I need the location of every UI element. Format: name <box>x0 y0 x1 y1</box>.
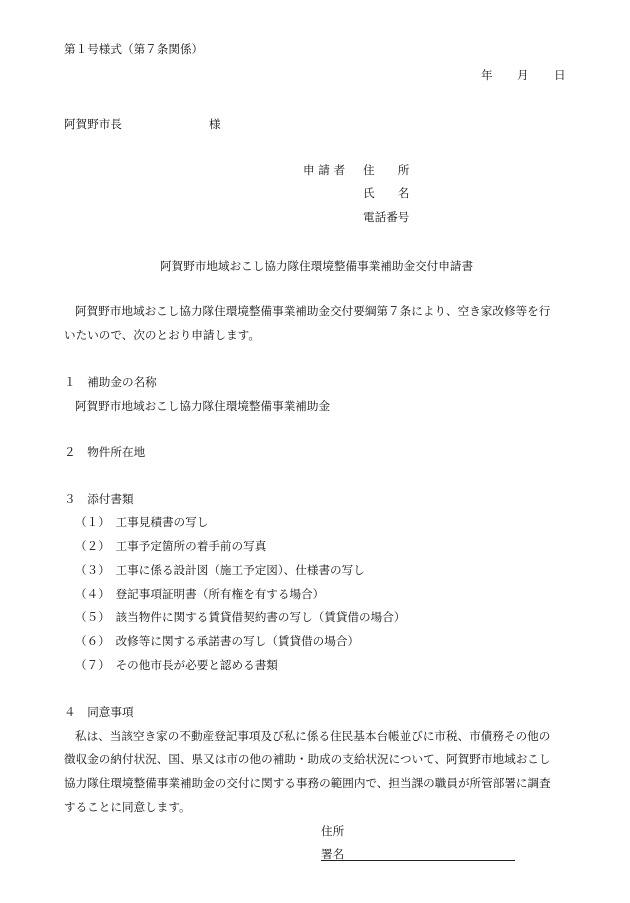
attachment-item-4: （４） 登記事項証明書（所有権を有する場合） <box>75 587 325 601</box>
applicant-address-label: 住 所 <box>363 163 410 177</box>
section-1-value: 阿賀野市地域おこし協力隊住環境整備事業補助金 <box>75 399 331 413</box>
attachment-item-2: （２） 工事予定箇所の着手前の写真 <box>75 539 267 553</box>
intro-line-2: いたいので、次のとおり申請します。 <box>64 328 260 342</box>
attachment-item-6: （６） 改修等に関する承諾書の写し（賃貸借の場合） <box>75 634 360 648</box>
date-year-label: 年 <box>481 68 493 82</box>
addressee-name: 阿賀野市長 <box>64 117 122 131</box>
date-day-label: 日 <box>554 68 566 82</box>
applicant-phone-label: 電話番号 <box>363 210 410 224</box>
consent-line-2: 徴収金の納付状況、国、県又は市の他の補助・助成の支給状況について、阿賀野市地域おこし <box>64 752 551 766</box>
applicant-label: 申 請 者 <box>303 163 346 177</box>
signature-line[interactable] <box>321 860 515 861</box>
attachment-item-5: （５） 該当物件に関する賃貸借契約書の写し（賃貸借の場合） <box>75 610 406 624</box>
attachment-item-7: （７） その他市長が必要と認める書類 <box>75 658 278 672</box>
attachment-item-1: （１） 工事見積書の写し <box>75 515 209 529</box>
date-month-label: 月 <box>517 68 529 82</box>
attachment-item-3: （３） 工事に係る設計図（施工予定図）、仕様書の写し <box>75 563 365 577</box>
section-1-heading: １ 補助金の名称 <box>64 375 157 389</box>
form-number: 第１号様式（第７条関係） <box>64 42 204 56</box>
section-4-heading: ４ 同意事項 <box>64 705 134 719</box>
consent-line-1: 私は、当該空き家の不動産登記事項及び私に係る住民基本台帳並びに市税、市債務その他の <box>75 729 551 743</box>
consent-line-4: することに同意します。 <box>64 800 191 814</box>
consent-line-3: 協力隊住環境整備事業補助金の交付に関する事務の範囲内で、担当課の職員が所管部署に調査 <box>64 776 551 790</box>
intro-line-1: 阿賀野市地域おこし協力隊住環境整備事業補助金交付要綱第７条により、空き家改修等を行 <box>75 304 551 318</box>
consent-signature-label: 署名 <box>321 847 345 861</box>
applicant-name-label: 氏 名 <box>363 186 410 200</box>
document-title: 阿賀野市地域おこし協力隊住環境整備事業補助金交付申請書 <box>160 259 474 273</box>
section-3-heading: ３ 添付書類 <box>64 492 134 506</box>
addressee-honorific: 様 <box>209 117 221 131</box>
consent-address-label: 住所 <box>321 824 345 838</box>
section-2-heading: ２ 物件所在地 <box>64 445 146 459</box>
